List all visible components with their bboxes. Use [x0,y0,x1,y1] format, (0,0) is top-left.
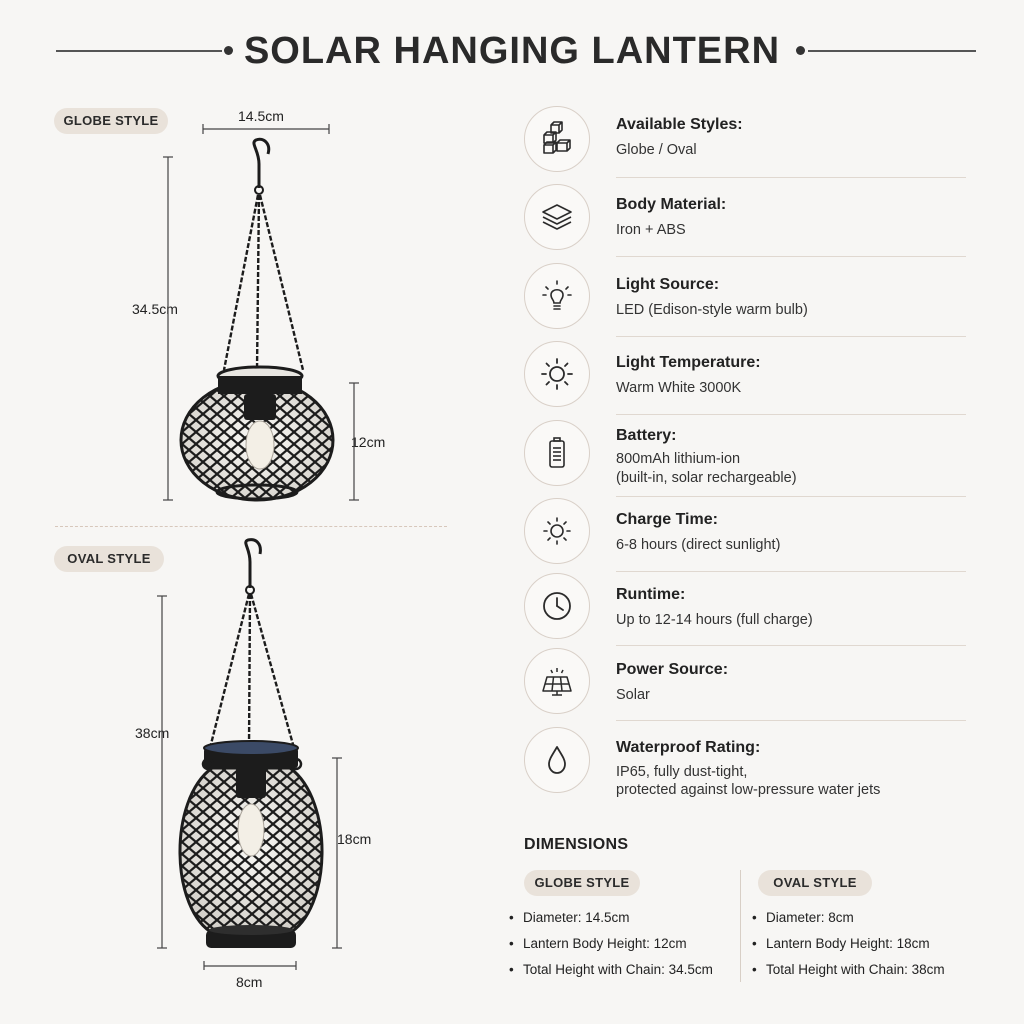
spec-waterproof-rating [520,727,966,807]
layers-icon [524,184,590,250]
list-item: • Lantern Body Height: 18cm [752,931,945,957]
battery-icon [524,420,590,486]
spec-divider [616,571,966,572]
globe-width-label: 14.5cm [238,108,284,124]
oval-total-height-label: 38cm [135,725,170,741]
spec-value: LED (Edison-style warm bulb) [616,302,808,318]
spec-divider [616,720,966,721]
spec-value: 800mAh lithium-ion [616,451,741,467]
spec-divider [616,336,966,337]
spec-value: 6-8 hours (direct sunlight) [616,537,781,553]
spec-value: Solar [616,687,650,703]
list-item: • Lantern Body Height: 12cm [509,931,713,957]
globe-style-badge: GLOBE STYLE [54,108,168,134]
title-rule-right [808,50,976,52]
spec-value: (built-in, solar rechargeable) [616,470,797,486]
spec-title: Light Temperature: [616,354,761,371]
spec-charge-time [520,498,966,568]
sun-small-icon [524,498,590,564]
spec-divider [616,256,966,257]
oval-width-label: 8cm [236,974,263,990]
spec-body-material [520,184,966,254]
spec-value: IP65, fully dust-tight, [616,764,748,780]
spec-title: Charge Time: [616,511,718,528]
globe-total-height-label: 34.5cm [132,301,178,317]
spec-power-source [520,648,966,718]
spec-value: protected against low-pressure water jets [616,782,881,798]
title-dot-right [796,46,805,55]
solar-panel-icon [524,648,590,714]
spec-divider [616,177,966,178]
spec-value: Globe / Oval [616,142,697,158]
spec-title: Body Material: [616,196,727,213]
cubes-icon [524,106,590,172]
dims-globe-list [509,905,713,983]
globe-body-height-label: 12cm [351,434,386,450]
spec-title: Light Source: [616,276,720,293]
dims-column-divider [740,870,741,982]
spec-light-temperature [520,341,966,411]
spec-battery [520,420,966,500]
sun-icon [524,341,590,407]
spec-runtime [520,573,966,643]
spec-value: Warm White 3000K [616,380,742,396]
spec-title: Battery: [616,427,677,444]
spec-value: Iron + ABS [616,222,686,238]
oval-style-badge: OVAL STYLE [54,546,164,572]
section-divider [55,526,447,527]
spec-title: Available Styles: [616,116,743,133]
spec-divider [616,414,966,415]
spec-available-styles [520,104,966,174]
spec-divider [616,645,966,646]
dims-oval-badge: OVAL STYLE [758,870,872,896]
lightbulb-icon [524,263,590,329]
spec-divider [616,496,966,497]
dims-globe-badge: GLOBE STYLE [524,870,640,896]
page-title: SOLAR HANGING LANTERN [243,30,781,72]
list-item: • Diameter: 8cm [752,905,945,931]
globe-lantern-illustration [0,0,460,520]
spec-title: Runtime: [616,586,686,603]
list-item: • Total Height with Chain: 34.5cm [509,957,713,983]
oval-lantern-illustration [0,530,460,970]
spec-title: Power Source: [616,661,729,678]
list-item: • Total Height with Chain: 38cm [752,957,945,983]
dimensions-heading: DIMENSIONS [524,836,629,853]
spec-value: Up to 12-14 hours (full charge) [616,612,813,628]
dims-oval-list [752,905,945,983]
list-item: • Diameter: 14.5cm [509,905,713,931]
clock-icon [524,573,590,639]
water-drop-icon [524,727,590,793]
spec-light-source [520,263,966,333]
spec-title: Waterproof Rating: [616,739,761,756]
oval-body-height-label: 18cm [337,831,372,847]
